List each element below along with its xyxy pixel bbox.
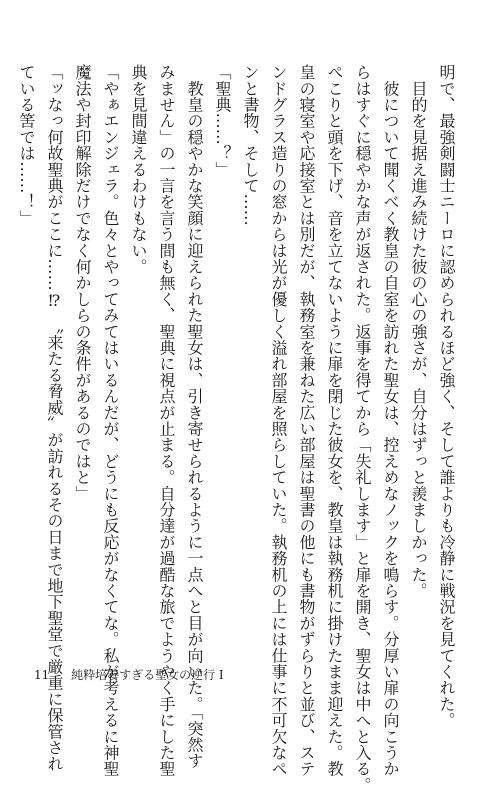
book-title: 純粋培養すぎる聖女の逆行 Ⅰ	[71, 668, 224, 682]
text-line: 「やぁエンジェラ。色々とやってみてはいるんだが、どうにも反応がなくてな。私が考えるに神聖	[101, 64, 120, 777]
text-line: 皇の寝室や応接室とは別だが、執務室を兼ねた広い部屋は聖書の他にも書物がずらりと並び、ステ	[297, 64, 316, 777]
page-footer	[34, 666, 224, 683]
text-line: 目的を見据え進み続けた彼の心の強さが、自分はずっと羨ましかった。	[409, 64, 428, 599]
text-line: ぺこりと頭を下げ、音を立てないように扉を閉じた彼女を、教皇は執務机に掛けたまま迎えた。教	[325, 64, 344, 777]
text-line: ンドグラス造りの窓からは光が優しく溢れ部屋を照らしていた。執務机の上には仕事に不可欠なペ	[269, 64, 288, 777]
text-line: らはすぐに穏やかな声が返された。返事を得てから「失礼します」と扉を開き、聖女は中へと入る。	[353, 64, 372, 793]
text-line: 「ッなっ何故聖典がここに……⁉ 〝来たる脅威〟が訪れるその日まで地下聖堂で厳重に保管され	[45, 64, 64, 772]
text-line: 教皇の穏やかな笑顔に迎えられた聖女は、引き寄せられるように一点へと目が向いた。「突然す	[185, 64, 204, 769]
text-line: 魔法や封印解除だけでなく何かしらの条件があるのではと」	[73, 64, 92, 502]
text-line: 典を見間違えるわけもない。	[129, 64, 148, 275]
text-line: ンと書物、そして……	[241, 64, 260, 226]
text-line: 彼について聞くべく教皇の自室を訪れた聖女は、控えめなノックを鳴らす。分厚い扉の向こうか	[381, 64, 400, 777]
text-line: 明で、最強剣闘士ニーロに認められるほど強く、そして誰よりも冷静に戦況を見てくれた。	[437, 64, 456, 729]
text-line: 「聖典……？」	[213, 64, 232, 178]
text-line: ている筈では……！」	[17, 64, 36, 226]
page-number: 11	[34, 668, 50, 682]
text-line: みません」の一言を言う間も無く、聖典に視点が止まる。自分達が過酷な旅でようやく手にした聖	[157, 64, 176, 777]
